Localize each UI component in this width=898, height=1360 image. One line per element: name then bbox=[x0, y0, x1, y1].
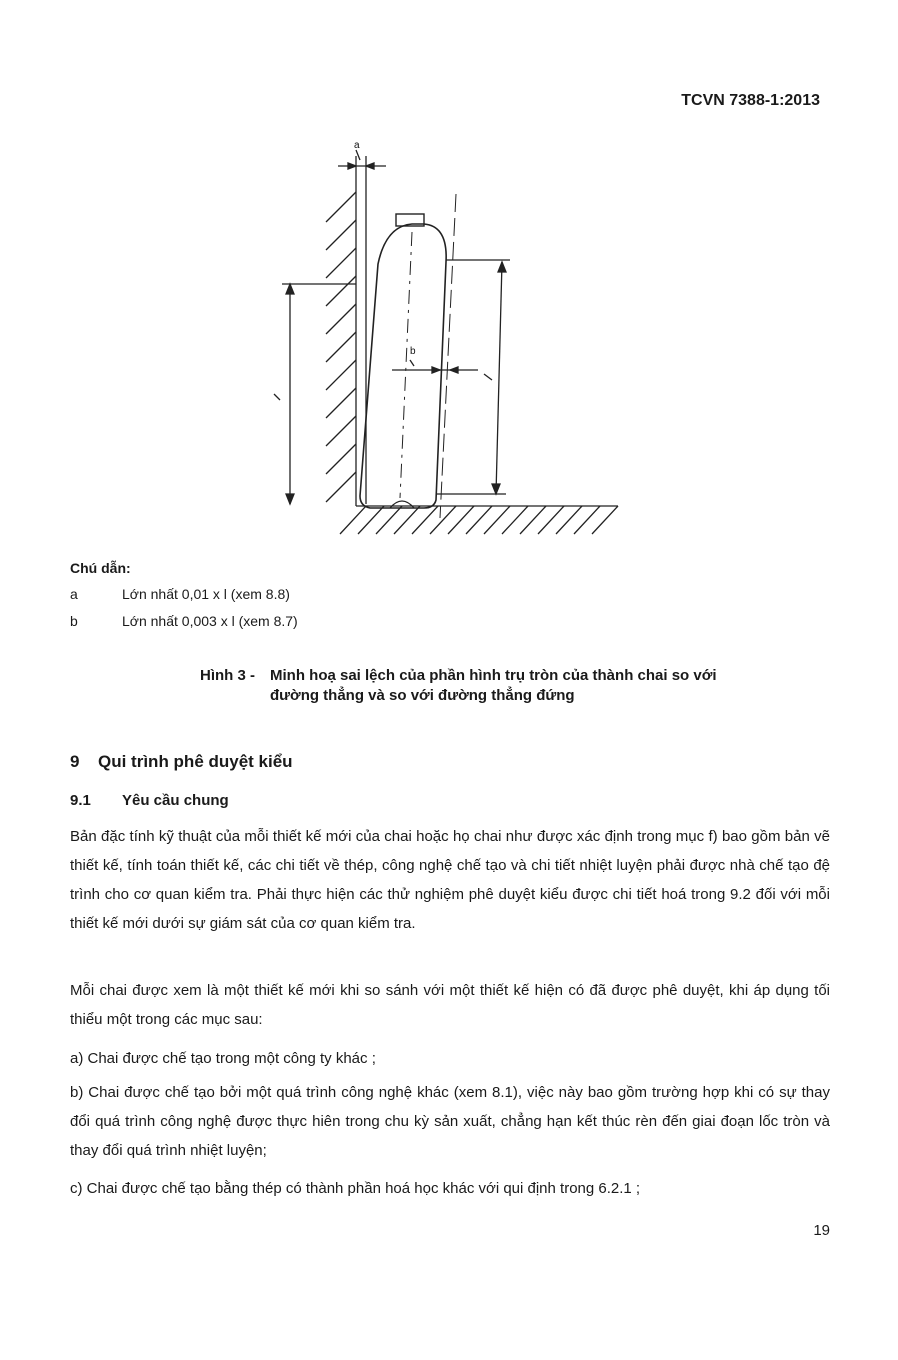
label-a: a bbox=[354, 140, 360, 151]
wall-hatching bbox=[326, 192, 356, 502]
list-item: c) Chai được chế tạo bằng thép có thành phần hoá học khác với qui định trong 6.2.1 ; bbox=[70, 1180, 641, 1197]
caption-line-2: đường thẳng và so với đường thẳng đứng bbox=[270, 687, 575, 704]
figure-caption bbox=[200, 666, 820, 706]
legend-item-b bbox=[70, 613, 298, 629]
figure-3-diagram bbox=[260, 138, 640, 550]
legend-key: a bbox=[70, 586, 78, 602]
section-number: 9 bbox=[70, 752, 80, 771]
document-code: TCVN 7388-1:2013 bbox=[681, 92, 820, 109]
list-item: a) Chai được chế tạo trong một công ty khác ; bbox=[70, 1050, 376, 1067]
cylinder-outline bbox=[360, 224, 446, 508]
legend-key: b bbox=[70, 613, 78, 629]
floor-hatching bbox=[340, 506, 618, 534]
caption-label: Hình 3 - bbox=[200, 667, 255, 684]
subsection-heading bbox=[70, 792, 229, 809]
legend-text: Lớn nhất 0,003 x l (xem 8.7) bbox=[122, 613, 298, 629]
paragraph: Mỗi chai được xem là một thiết kế mới khi so sánh với một thiết kế hiện có đã được phê duyệt, khi áp dụng tối thiểu một trong các mục sau: bbox=[70, 982, 830, 1028]
label-b: b bbox=[410, 346, 416, 357]
legend-title: Chú dẫn: bbox=[70, 560, 131, 576]
caption-line-1: Minh hoạ sai lệch của phần hình trụ tròn của thành chai so với bbox=[270, 667, 717, 684]
legend-item-a bbox=[70, 586, 290, 602]
list-item: b) Chai được chế tạo bởi một quá trình công nghệ khác (xem 8.1), việc này bao gồm trường hợp khi có sự thay đổi quá trình công nghệ được thực hiên trong chu kỳ sản xuất, chẳng hạn kết thúc rèn đến giai đoạn lốc tròn và thay đổi quá trình nhiệt luyện; bbox=[70, 1084, 830, 1159]
section-heading bbox=[70, 752, 293, 772]
legend-text: Lớn nhất 0,01 x l (xem 8.8) bbox=[122, 586, 290, 602]
subsection-number: 9.1 bbox=[70, 792, 91, 809]
subsection-title: Yêu cầu chung bbox=[122, 792, 229, 809]
section-title: Qui trình phê duyệt kiểu bbox=[98, 752, 293, 771]
paragraph: Bản đặc tính kỹ thuật của mỗi thiết kế mới của chai hoặc họ chai như được xác định trong mục f) bao gồm bản vẽ thiết kế, tính toán thiết kế, các chi tiết về thép, công nghệ chế tạo và chi tiết nhiệt luyện phải được nhà chế tạo đệ trình cho cơ quan kiểm tra. Phải thực hiện các thử nghiệm phê duyệt kiểu được chi tiết hoá trong 9.2 đối với mỗi thiết kế mới dưới sự giám sát của cơ quan kiểm tra. bbox=[70, 828, 830, 932]
page-number: 19 bbox=[813, 1222, 830, 1239]
